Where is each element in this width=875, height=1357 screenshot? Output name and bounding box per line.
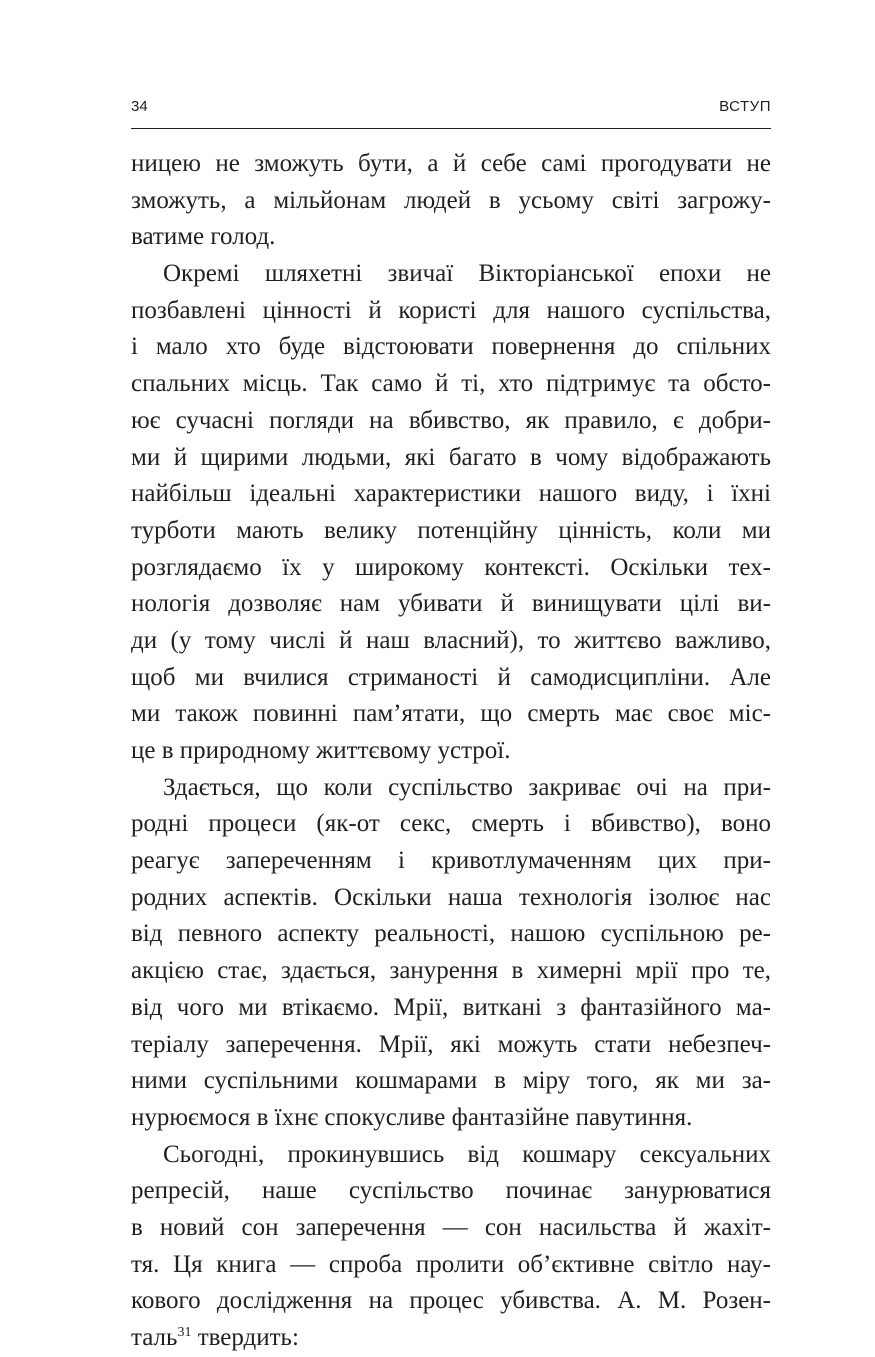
running-header [131,98,771,120]
text-line: в новий сон заперечення — сон насильства й жахіт- [131,1213,771,1241]
text-line: родні процеси (як-от секс, смерть і вбивство), воно [131,810,771,838]
text-line: акцією стає, здається, занурення в химерні мрії про те, [131,957,771,985]
text-line: найбільш ідеальні характеристики нашого виду, і їхні [131,480,771,508]
text-line: родних аспектів. Оскільки наша технологія ізолює нас [131,883,771,911]
paragraph [131,770,771,1137]
text-fragment: твердить: [191,1324,299,1351]
text-line: ми й щирими людьми, які багато в чому відображають [131,443,771,471]
text-line: кового дослідження на процес убивства. А. М. Розен- [131,1287,771,1315]
text-line: реагує запереченням і кривотлумаченням цих при- [131,847,771,875]
text-line: зможуть, а мільйонам людей в усьому світі загрожу- [131,186,771,214]
paragraph [131,146,771,256]
text-line: розглядаємо їх у широкому контексті. Оскільки тех- [131,553,771,581]
text-line: щоб ми вчилися стриманості й самодисципліни. Але [131,663,771,691]
text-line: спальних місць. Так само й ті, хто підтримує та обсто- [131,370,771,398]
header-rule [131,128,771,129]
text-fragment: таль [131,1324,178,1351]
text-line: ними суспільними кошмарами в міру того, як ми за- [131,1067,771,1095]
text-line: Сьогодні, прокинувшись від кошмару сексуальних [163,1140,771,1168]
text-line: ди (у тому числі й наш власний), то життєво важливо, [131,626,771,654]
paragraph [131,256,771,770]
text-line: позбавлені цінності й користі для нашого суспільства, [131,296,771,324]
text-line: і мало хто буде відстоювати повернення до спільних [131,333,771,361]
footnote-marker[interactable]: 31 [177,1325,192,1340]
text-line: від чого ми втікаємо. Мрії, виткані з фантазійного ма- [131,993,771,1021]
paragraph [131,1137,771,1357]
text-line: турботи мають велику потенційну цінність, коли ми [131,516,771,544]
text-line: це в природному життєвому устрої. [131,737,511,764]
text-line: ватиме голод. [131,223,276,251]
text-line: нурюємося в їхнє спокусливе фантазійне павутиння. [131,1103,693,1131]
text-line: тя. Ця книга — спроба пролити об’єктивне світло нау- [131,1250,771,1278]
body-text [131,146,771,1357]
text-line: теріалу заперечення. Мрії, які можуть стати небезпеч- [131,1030,771,1058]
page-number: 34 [131,98,148,115]
text-line: нологія дозволяє нам убивати й винищувати цілі ви- [131,590,771,618]
text-line [131,1320,771,1357]
running-head: ВСТУП [719,98,771,115]
text-line: ми також повинні пам’ятати, що смерть має своє міс- [131,700,771,728]
text-line: репресій, наше суспільство починає занурюватися [131,1177,771,1205]
text-line: ює сучасні погляди на вбивство, як правило, є добри- [131,406,771,434]
text-line: Здається, що коли суспільство закриває очі на при- [163,773,771,801]
text-line: ницею не зможуть бути, а й себе самі прогодувати не [131,150,771,177]
text-line: Окремі шляхетні звичаї Вікторіанської епохи не [163,260,771,288]
text-line: від певного аспекту реальності, нашою суспільною ре- [131,920,771,948]
